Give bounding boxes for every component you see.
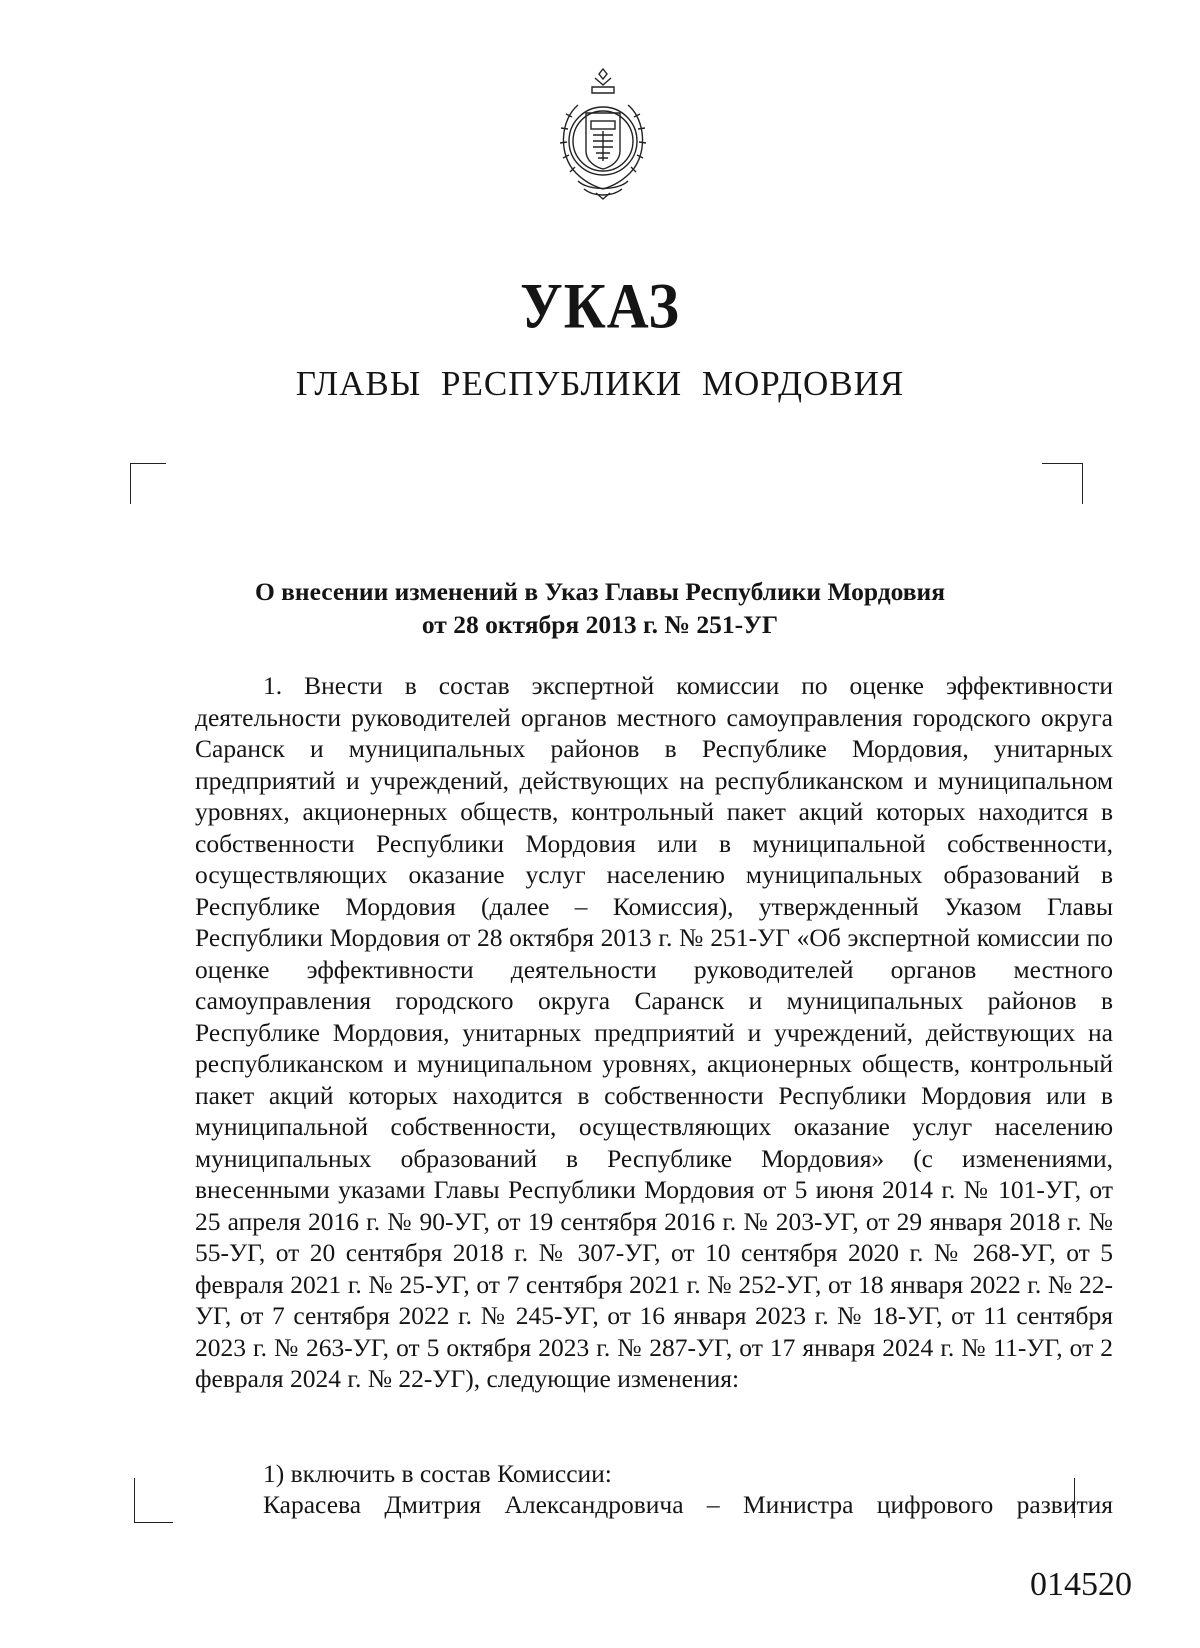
corner-mark-top-left — [130, 463, 166, 504]
document-number: 014520 — [1030, 1566, 1132, 1603]
mordovia-coat-of-arms-icon — [548, 65, 658, 200]
list-item-1: 1) включить в состав Комиссии: — [263, 1459, 612, 1488]
document-title — [180, 575, 1020, 641]
document-title-line-2: от 28 октября 2013 г. № 251-УГ — [421, 610, 779, 639]
decree-title: УКАЗ — [520, 269, 680, 342]
paragraph-continuation: Карасева Дмитрия Александровича – Министра цифрового развития — [263, 1490, 1113, 1519]
corner-mark-top-right — [1042, 463, 1083, 504]
paragraph-1: 1. Внести в состав экспертной комиссии по оценке эффективности деятельности руководителей органов местного самоуправления городского округа Саранск и муниципальных районов в Республике Мордовия, унитарных предприятий и учреждений, действующих на республиканском и муниципальном уровнях, акционерных обществ, контрольный пакет акций которых находится в собственности Республики Мордовия или в муниципальной собственности, осуществляющих оказание услуг населению муниципальных образований в Республике Мордовия (далее – Комиссия), утвержденный Указом Главы Республики Мордовия от 28 октября 2013 г. № 251-УГ «Об экспертной комиссии по оценке эффективности деятельности руководителей органов местного самоуправления городского округа Саранск и муниципальных районов в Республике Мордовия, унитарных предприятий и учреждений, действующих на республиканском и муниципальном уровнях, акционерных обществ, контрольный пакет акций которых находится в собственности Республики Мордовия или в муниципальной собственности, осуществляющих оказание услуг населению муниципальных образований в Республике Мордовия» (с изменениями, внесенными указами Главы Республики Мордовия от 5 июня 2014 г. № 101-УГ, от 25 апреля 2016 г. № 90-УГ, от 19 сентября 2016 г. № 203-УГ, от 29 января 2018 г. № 55-УГ, от 20 сентября 2018 г. № 307-УГ, от 10 сентября 2020 г. № 268-УГ, от 5 февраля 2021 г. № 25-УГ, от 7 сентября 2021 г. № 252-УГ, от 18 января 2022 г. № 22-УГ, от 7 сентября 2022 г. № 245-УГ, от 16 января 2023 г. № 18-УГ, от 11 сентября 2023 г. № 263-УГ, от 5 октября 2023 г. № 287-УГ, от 17 января 2024 г. № 11-УГ, от 2 февраля 2024 г. № 22-УГ), следующие изменения: — [195, 671, 1113, 1393]
corner-mark-bottom-right — [1074, 1478, 1077, 1518]
decree-subtitle: ГЛАВЫ РЕСПУБЛИКИ МОРДОВИЯ — [295, 364, 905, 403]
document-title-line-1: О внесении изменений в Указ Главы Республики Мордовия — [254, 577, 946, 606]
corner-mark-bottom-left — [134, 1478, 173, 1523]
